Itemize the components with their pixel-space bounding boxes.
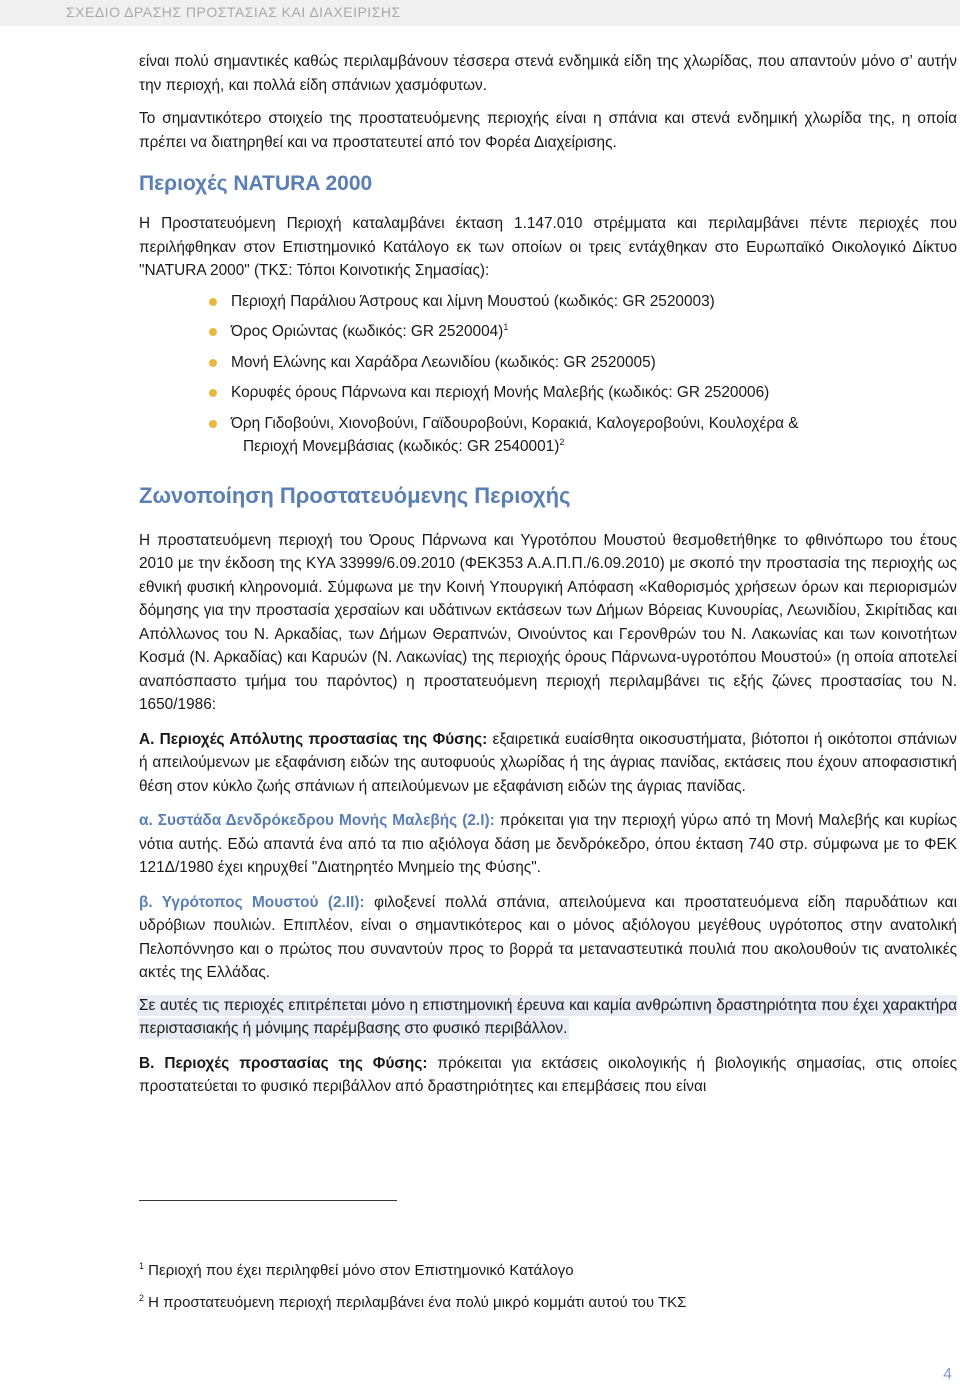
- list-item-text: Κορυφές όρους Πάρνωνα και περιοχή Μονής Μαλεβής (κωδικός: GR 2520006): [231, 384, 770, 401]
- list-item: [139, 290, 957, 314]
- list-item-text: Όρος Οριώντας (κωδικός: GR 2520004): [231, 323, 504, 340]
- natura-paragraph: Η Προστατευόμενη Περιοχή καταλαμβάνει έκταση 1.147.010 στρέμματα και περιλαμβάνει πέντε περιοχές που περιλήφθηκαν στον Επιστημονικό Κατάλογο εκ των οποίων οι τρεις εντάχθηκαν στο Ευρωπαϊκό Οικολογικό Δίκτυο "NATURA 2000" (ΤΚΣ: Τόποι Κοινοτικής Σημασίας):: [139, 215, 957, 279]
- list-item: [139, 351, 957, 375]
- footnote-divider: [139, 1200, 397, 1201]
- running-header: [0, 0, 960, 26]
- page-number: 4: [943, 1366, 952, 1383]
- bullet-icon: [209, 328, 217, 336]
- zone-a-text: εξαιρετικά ευαίσθητα οικοσυστήματα, βιότοποι ή οικότοποι σπάνιων ή απειλούμενων με εξαφάνιση ειδών της αυτοφυούς χλωρίδας ή της άγριας πανίδας, εκτάσεις που έχουν αποφασιστική θέση στον κύκλο ζωής σπάνιων ή απειλούμενων με εξαφάνιση ειδών της άγριας πανίδας.: [139, 730, 957, 795]
- zone-b-label: Β. Περιοχές προστασίας της Φύσης:: [139, 1054, 428, 1072]
- list-item: [139, 320, 957, 344]
- bullet-icon: [209, 389, 217, 397]
- highlighted-text: Σε αυτές τις περιοχές επιτρέπεται μόνο η επιστημονική έρευνα και καμία ανθρώπινη δραστηριότητα που έχει χαρακτήρα περιστασιακής ή μόνιμης παρέμβασης στο φυσικό περιβάλλον.: [139, 996, 957, 1037]
- list-item-text-continued: Περιοχή Μονεμβάσιας (κωδικός: GR 2540001): [243, 438, 560, 455]
- list-item: [139, 381, 957, 405]
- zone-a-paragraph: [139, 728, 957, 799]
- footnote-number: 2: [139, 1293, 145, 1303]
- bullet-icon: [209, 298, 217, 306]
- restriction-note: [139, 994, 957, 1041]
- intro-paragraph-1: είναι πολύ σημαντικές καθώς περιλαμβάνουν τέσσερα στενά ενδημικά είδη της χλωρίδας, που απαντούν μόνο σ’ αυτήν την περιοχή, και πολλά είδη σπάνιων χασμόφυτων.: [139, 53, 957, 94]
- list-item-text: Μονή Ελώνης και Χαράδρα Λεωνιδίου (κωδικός: GR 2520005): [231, 353, 656, 371]
- zone-a-subarea-a: [139, 809, 957, 880]
- zone-a-label: Α. Περιοχές Απόλυτης προστασίας της Φύσης:: [139, 730, 488, 748]
- footnote-ref: 1: [503, 321, 509, 332]
- footnote-2: [139, 1294, 686, 1311]
- page-content: [139, 50, 957, 1099]
- footnote-ref: 2: [559, 436, 565, 447]
- bullet-icon: [209, 420, 217, 428]
- list-item-text: Όρη Γιδοβούνι, Χιονοβούνι, Γαϊδουροβούνι, Κορακιά, Καλογεροβούνι, Κουλοχέρα &: [231, 414, 799, 432]
- header-title: ΣΧΕΔΙΟ ΔΡΑΣΗΣ ΠΡΟΣΤΑΣΙΑΣ ΚΑΙ ΔΙΑΧΕΙΡΙΣΗΣ: [66, 4, 401, 20]
- zone-a-subarea-b: [139, 891, 957, 985]
- zone-b-paragraph: [139, 1052, 957, 1099]
- footnote-text: Η προστατευόμενη περιοχή περιλαμβάνει ένα πολύ μικρό κομμάτι αυτού του ΤΚΣ: [144, 1294, 687, 1311]
- footnote-1: [139, 1262, 574, 1279]
- zone-a-subarea-b-text: φιλοξενεί πολλά σπάνια, απειλούμενα και προστατευόμενα είδη παρυδάτιων και υδρόβιων πουλιών. Επιπλέον, είναι ο σημαντικότερος και ο μόνος αξιόλογου μεγέθους υγρότοπος στην ανατολική Πελοπόννησο και ο πρώτος που συναντούν προς το βορρά τα μεταναστευτικά πουλιά που ακολουθούν τις ανατολικές ακτές της Ελλάδας.: [139, 893, 957, 981]
- bullet-icon: [209, 359, 217, 367]
- zone-a-subarea-a-text: πρόκειται για την περιοχή γύρω από τη Μονή Μαλεβής και κυρίως νότια αυτής. Εδώ απαντά ένα από τα πιο αξιόλογα δάση με δενδρόκεδρο, όπου έκταση 740 στρ. σύμφωνα με το ΦΕΚ 121Δ/1980 έχει κηρυχθεί "Διατηρητέο Μνημείο της Φύσης".: [139, 812, 957, 876]
- list-item: [139, 412, 957, 459]
- zoning-heading: Ζωνοποίηση Προστατευόμενης Περιοχής: [139, 482, 571, 508]
- list-item-text: Περιοχή Παράλιου Άστρους και λίμνη Μουστού (κωδικός: GR 2520003): [231, 292, 715, 310]
- zone-b-text: πρόκειται για εκτάσεις οικολογικής ή βιολογικής σημασίας, στις οποίες προστατεύεται το φυσικό περιβάλλον από δραστηριότητες και επεμβάσεις που είναι: [139, 1054, 957, 1095]
- footnote-number: 1: [139, 1261, 145, 1271]
- natura-site-list: [139, 290, 957, 459]
- footnote-text: Περιοχή που έχει περιληφθεί μόνο στον Επιστημονικό Κατάλογο: [144, 1262, 574, 1279]
- natura-heading: Περιοχές NATURA 2000: [139, 172, 373, 195]
- zone-a-subarea-b-label: β. Υγρότοπος Μουστού (2.ΙΙ):: [139, 893, 365, 911]
- intro-paragraph-2: Το σημαντικότερο στοιχείο της προστατευόμενης περιοχής είναι η σπάνια και στενά ενδημική χλωρίδα της, η οποία πρέπει να διατηρηθεί και να προστατευτεί από τον Φορέα Διαχείρισης.: [139, 110, 957, 151]
- zone-a-subarea-a-label: α. Συστάδα Δενδρόκεδρου Μονής Μαλεβής (2.Ι):: [139, 812, 495, 829]
- zoning-paragraph: Η προστατευόμενη περιοχή του Όρους Πάρνωνα και Υγροτόπου Μουστού θεσμοθετήθηκε το φθινόπωρο του έτους 2010 με την έκδοση της ΚΥΑ 33999/6.09.2010 (ΦΕΚ353 Α.Α.Π.Π./6.09.2010) με σκοπό την προστασία της περιοχής ως εθνική φυσική κληρονομιά. Σύμφωνα με την Κοινή Υπουργική Απόφαση «Καθορισμός χρήσεων όρων και περιορισμών δόμησης για την προστασία χερσαίων και υδάτινων εκτάσεων των Δήμων Βόρειας Κυνουρίας, Λεωνιδίου, Σκιρίτιδας και Απόλλωνος του Ν. Αρκαδίας, των Δήμων Θεραπνών, Οινούντος και Γερονθρών του Ν. Λακωνίας και των κοινοτήτων Κοσμά (Ν. Αρκαδίας) και Καρυών (Ν. Λακωνίας) της περιοχής όρους Πάρνωνα-υγροτόπου Μουστού» (η οποία αποτελεί αναπόσπαστο τμήμα του παρόντος) η προστατευόμενη περιοχή περιλαμβάνει τις εξής ζώνες προστασίας του Ν. 1650/1986:: [139, 531, 957, 713]
